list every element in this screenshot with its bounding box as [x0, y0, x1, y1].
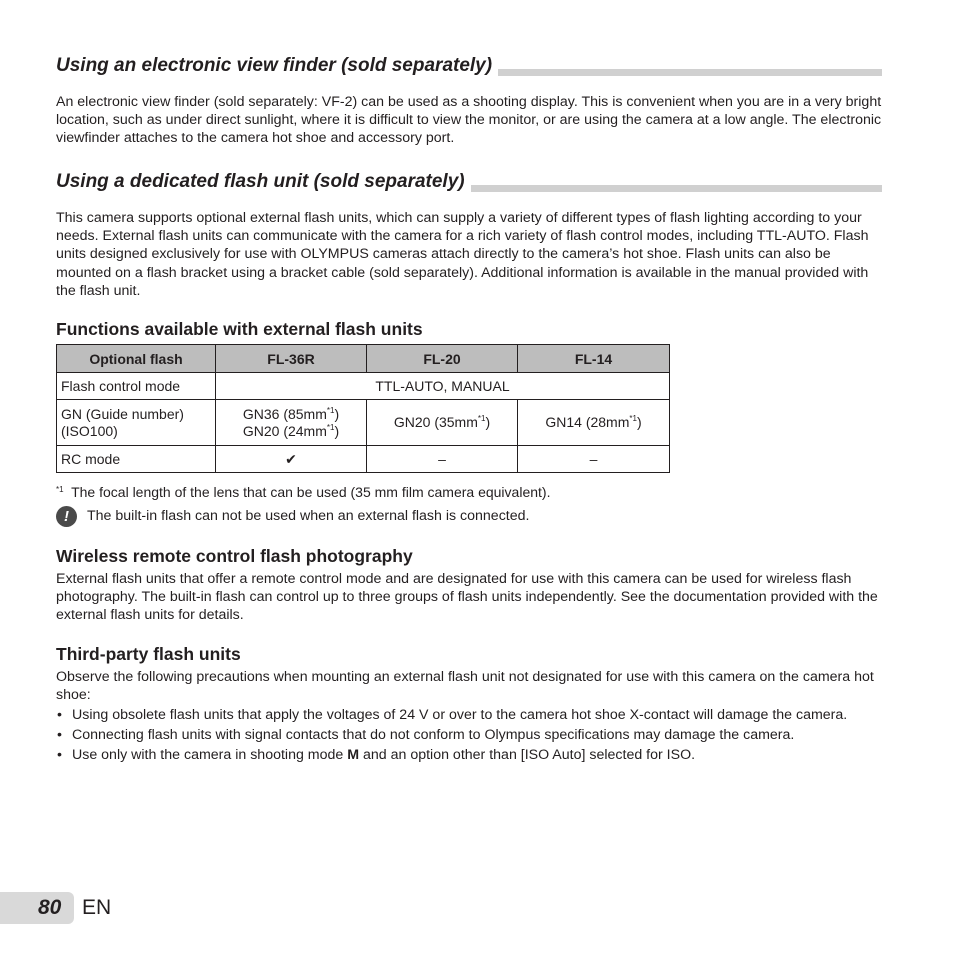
rc-fl36r-check-icon: ✔	[216, 446, 367, 473]
rc-fl20: –	[367, 446, 518, 473]
wireless-paragraph: External flash units that offer a remote control mode and are designated for use with this camera can be used for wireless flash photography. The built-in flash can control up to three groups of flash units independently. See the documentation provided with the external flash units for details.	[56, 571, 878, 624]
heading-text: Using an electronic view finder (sold separately)	[56, 55, 498, 76]
caution-text: The built-in flash can not be used when an external flash is connected.	[87, 508, 530, 524]
list-item: • Using obsolete flash units that apply the voltages of 24 V or over to the camera hot shoe X-contact will damage the camera.	[56, 706, 886, 724]
precautions-list	[56, 706, 886, 767]
paren: )	[636, 414, 642, 430]
list-item: • Connecting flash units with signal contacts that do not conform to Olympus specifications may damage the camera.	[56, 726, 886, 744]
gn-fl20	[367, 400, 518, 446]
footnote-text: The focal length of the lens that can be used (35 mm film camera equivalent).	[71, 484, 551, 500]
row-label-gn	[57, 400, 216, 446]
third-party-paragraph: Observe the following precautions when mounting an external flash unit not designated for use with this camera on the camera hot shoe:	[56, 669, 874, 704]
section-heading-flash	[56, 171, 882, 193]
gn-label-line1: GN (Guide number)	[61, 405, 184, 422]
header-fl20: FL-20	[367, 345, 518, 373]
wireless-heading: Wireless remote control flash photography	[56, 546, 413, 566]
gn-fl36r-24: GN20 (24mm	[242, 422, 327, 439]
paren: )	[334, 405, 340, 422]
row-label-rc: RC mode	[57, 446, 216, 473]
header-optional-flash: Optional flash	[57, 345, 216, 373]
language-label: EN	[82, 896, 112, 919]
table-row	[57, 446, 670, 473]
caution-note	[56, 505, 529, 527]
footnote-ref: *1	[326, 405, 335, 415]
table-footnote	[56, 483, 550, 501]
heading-text: Using a dedicated flash unit (sold separately)	[56, 171, 471, 192]
evf-paragraph: An electronic view finder (sold separately: VF-2) can be used as a shooting display. This is convenient when you are in a very bright location, such as under direct sunlight, where it is difficult to view the monitor, or are using the camera at a low angle. The electronic viewfinder attaches to the camera hot shoe and accessory port.	[56, 94, 882, 147]
row-label-flash-control: Flash control mode	[57, 373, 216, 400]
list-item	[56, 746, 886, 764]
paren: )	[485, 414, 491, 430]
flash-paragraph: This camera supports optional external flash units, which can supply a variety of different types of flash lighting according to your needs. External flash units can communicate with the camera for a rich variety of flash control modes, including TTL-AUTO. Flash units designed exclusively for use with OLYMPUS cameras attach directly to the camera’s hot shoe. Flash units can also be mounted on a flash bracket using a bracket cable (sold separately). Additional information is available in the manual provided with the flash unit.	[56, 210, 869, 299]
bullet3-post: and an option other than [ISO Auto] selected for ISO.	[359, 747, 696, 764]
caution-icon: !	[56, 506, 77, 527]
footnote-ref: *1	[326, 422, 335, 432]
footnote-ref: *1	[629, 414, 637, 423]
flash-functions-table	[56, 344, 670, 473]
page-number-tab	[0, 892, 74, 924]
header-fl36r: FL-36R	[216, 345, 367, 373]
footnote-mark: *1	[56, 485, 64, 494]
gn-fl36r	[216, 400, 367, 446]
third-party-heading: Third-party flash units	[56, 644, 241, 664]
rc-fl14: –	[518, 446, 670, 473]
table-header-row	[57, 345, 670, 373]
functions-heading: Functions available with external flash units	[56, 319, 423, 339]
footnote-ref: *1	[477, 414, 486, 423]
table-row	[57, 400, 670, 446]
shooting-mode-m: M	[347, 747, 360, 764]
paren: )	[334, 422, 340, 439]
table-row	[57, 373, 670, 400]
gn-fl20-value: GN20 (35mm	[393, 414, 478, 430]
bullet3-pre: Use only with the camera in shooting mode	[72, 747, 348, 764]
page-number: 80	[38, 896, 62, 919]
gn-label-line2: (ISO100)	[61, 422, 118, 439]
gn-fl14	[518, 400, 670, 446]
flash-control-value: TTL-AUTO, MANUAL	[216, 373, 670, 400]
section-heading-evf	[56, 55, 882, 77]
header-fl14: FL-14	[518, 345, 670, 373]
gn-fl14-value: GN14 (28mm	[545, 414, 630, 430]
gn-fl36r-85: GN36 (85mm	[242, 405, 327, 422]
